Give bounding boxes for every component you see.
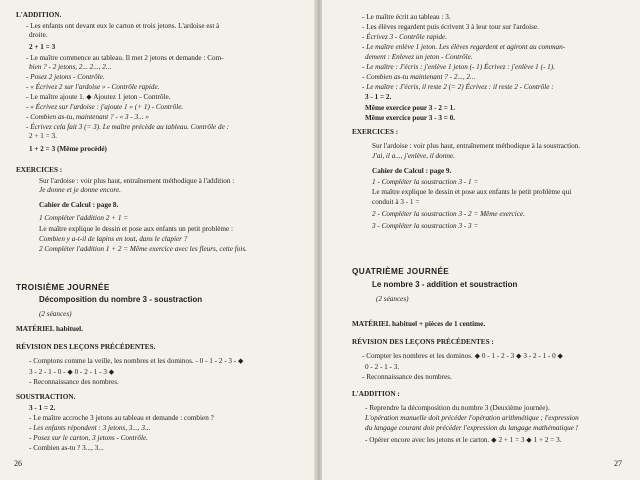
text-line: 2 + 1 = 3. [29, 132, 57, 140]
text-line: Cahier de Calcul : page 8. [39, 201, 119, 209]
text-line: - Compter les nombres et les dominos. ◆ 0 - 1 - 2 - 3 ◆ 3 - 2 - 1 - 0 ◆ [362, 352, 564, 360]
section-heading-addition: L'ADDITION. [16, 11, 62, 19]
text-line: - Écrivez 3 - Contrôle rapide. [362, 33, 448, 41]
text-line: - Combien as-tu maintenant ? - 2..., 2... [362, 73, 476, 81]
formula-line: Même exercice pour 3 - 3 = 0. [365, 114, 456, 122]
text-line: (2 séances) [39, 310, 72, 318]
text-line: - Posez sur le carton, 3 jetons - Contrôle. [29, 434, 148, 442]
formula-line: 3 - 1 = 2. [29, 404, 56, 412]
formula-line: 2 + 1 = 3 [29, 43, 56, 51]
text-line: - « Écrivez sur l'ardoise : j'ajoute 1 » (+ 1) - Contrôle. [26, 103, 184, 111]
text-line: L'opération manuelle doit précéder l'opération arithmétique ; l'expression [365, 414, 579, 422]
text-line: Le maître explique le dessin et pose aux enfants le petit problème qui [372, 188, 572, 196]
text-line: - Le maître enlève 1 jeton. Les élèves regardent et agiront au comman- [362, 43, 566, 51]
text-line: - Les enfants ont devant eux le carton et trois jetons. L'ardoise est à [26, 22, 220, 30]
section-heading-revision: RÉVISION DES LEÇONS PRÉCÉDENTES : [352, 338, 494, 346]
text-line: - « Écrivez 2 sur l'ardoise » - Contrôle rapide. [26, 83, 160, 91]
text-line: (2 séances) [376, 295, 409, 303]
text-line: - Combien as-tu, maintenant ? - « 3 - 3... » [26, 113, 149, 121]
day-subtitle: Décomposition du nombre 3 - soustraction [39, 295, 203, 304]
text-line: Je donne et je donne encore. [39, 186, 121, 194]
formula-line: 1 + 2 = 3 (Même procédé) [29, 145, 107, 153]
section-heading-materiel: MATÉRIEL habituel + pièces de 1 centime. [352, 320, 486, 328]
text-line: Combien y a-t-il de lapins en tout, dans le clapier ? [39, 235, 188, 243]
text-line: Sur l'ardoise : voir plus haut, entraînement méthodique à l'addition : [39, 177, 235, 185]
section-heading-materiel: MATÉRIEL habituel. [16, 325, 83, 333]
page-number: 27 [614, 459, 622, 468]
text-line: Le maître explique le dessin et pose aux enfants un petit problème : [39, 225, 234, 233]
text-line: - Le maître ajoute 1. ◆ Ajoutez 1 jeton - Contrôle. [26, 93, 171, 101]
text-line: - Le maître accroche 3 jetons au tableau et demande : combien ? [29, 414, 214, 422]
text-line: 1 - Compléter la soustraction 3 - 1 = [372, 178, 479, 186]
text-line: droite. [29, 31, 48, 39]
text-line: - Les élèves regardent puis écrivent 3 à leur tour sur l'ardoise. [362, 23, 539, 31]
formula-line: 3 - 1 = 2. [365, 93, 392, 101]
section-heading-revision: RÉVISION DES LEÇONS PRÉCÉDENTES. [16, 343, 156, 351]
text-line: - Reconnaissance des nombres. [362, 373, 452, 381]
text-line: 2 - Compléter la soustraction 3 - 2 = Même exercice. [372, 210, 525, 218]
page-number: 26 [14, 459, 22, 468]
text-line: - Reconnaissance des nombres. [29, 378, 119, 386]
text-line: du langage courant doit précéder l'expression du langage mathématique ! [365, 424, 579, 432]
text-line: - Écrivez cela fait 3 (= 3). Le maître précède au tableau. Contrôle de : [26, 123, 229, 131]
text-line: - Le maître : J'écris : j'enlève 1 jeton (- 1) Écrivez : j'enlève 1 (- 1). [362, 63, 555, 71]
text-line: dement : Enlevez un jeton - Contrôle. [365, 53, 473, 61]
text-line: Sur l'ardoise : voir plus haut, entraînement méthodique à la soustraction. [372, 142, 581, 150]
text-line: - Reprendre la décomposition du nombre 3 (Deuxième journée). [365, 404, 550, 412]
text-line: - Comptons comme la veille, les nombres et les dominos. - 0 - 1 - 2 - 3 - ◆ [29, 357, 244, 365]
text-line: Cahier de Calcul : page 9. [372, 167, 452, 175]
text-line: - Le maître : J'écris, il reste 2 (= 2) Écrivez : il reste 2 - Contrôle : [362, 83, 554, 91]
left-page [0, 0, 316, 480]
text-line: - Le maître écrit au tableau : 3. [362, 13, 451, 21]
day-subtitle: Le nombre 3 - addition et soustraction [372, 280, 518, 289]
day-heading: TROISIÈME JOURNÉE [16, 283, 110, 292]
right-page [322, 0, 640, 480]
formula-line: Même exercice pour 3 - 2 = 1. [365, 104, 456, 112]
text-line: - Le maître commence au tableau. Il met 2 jetons et demande : Com- [26, 54, 224, 62]
text-line: - Les enfants répondent : 3 jetons, 3..., 3... [29, 424, 151, 432]
text-line: 3 - 2 - 1 - 0 - ◆ 0 - 2 - 1 - 3 ◆ [29, 368, 115, 376]
section-heading-addition: L'ADDITION : [352, 390, 400, 398]
day-heading: QUATRIÈME JOURNÉE [352, 267, 450, 276]
text-line: - Combien as-tu ? 3..., 3... [29, 444, 104, 452]
text-line: 1 Compléter l'addition 2 + 1 = [39, 214, 129, 222]
section-heading-exercices: EXERCICES : [352, 128, 399, 136]
text-line: bien ? - 2 jetons, 2... 2..., 2... [29, 63, 112, 71]
section-heading-soustraction: SOUSTRACTION. [16, 393, 76, 401]
text-line: 2 Compléter l'addition 1 + 2 = Même exercice avec les fleurs, cette fois. [39, 245, 247, 253]
text-line: - Opérer encore avec les jetons et le carton. ◆ 2 + 1 = 3 ◆ 1 + 2 = 3. [365, 436, 562, 444]
text-line: conduit à 3 - 1 = [372, 198, 420, 206]
text-line: 3 - Compléter la soustraction 3 - 3 = [372, 222, 479, 230]
section-heading-exercices: EXERCICES : [16, 166, 63, 174]
text-line: 0 - 2 - 1 - 3. [365, 363, 400, 371]
text-line: J'ai, il a..., j'enlève, il donne. [372, 152, 455, 160]
text-line: - Posez 2 jetons - Contrôle. [26, 73, 105, 81]
